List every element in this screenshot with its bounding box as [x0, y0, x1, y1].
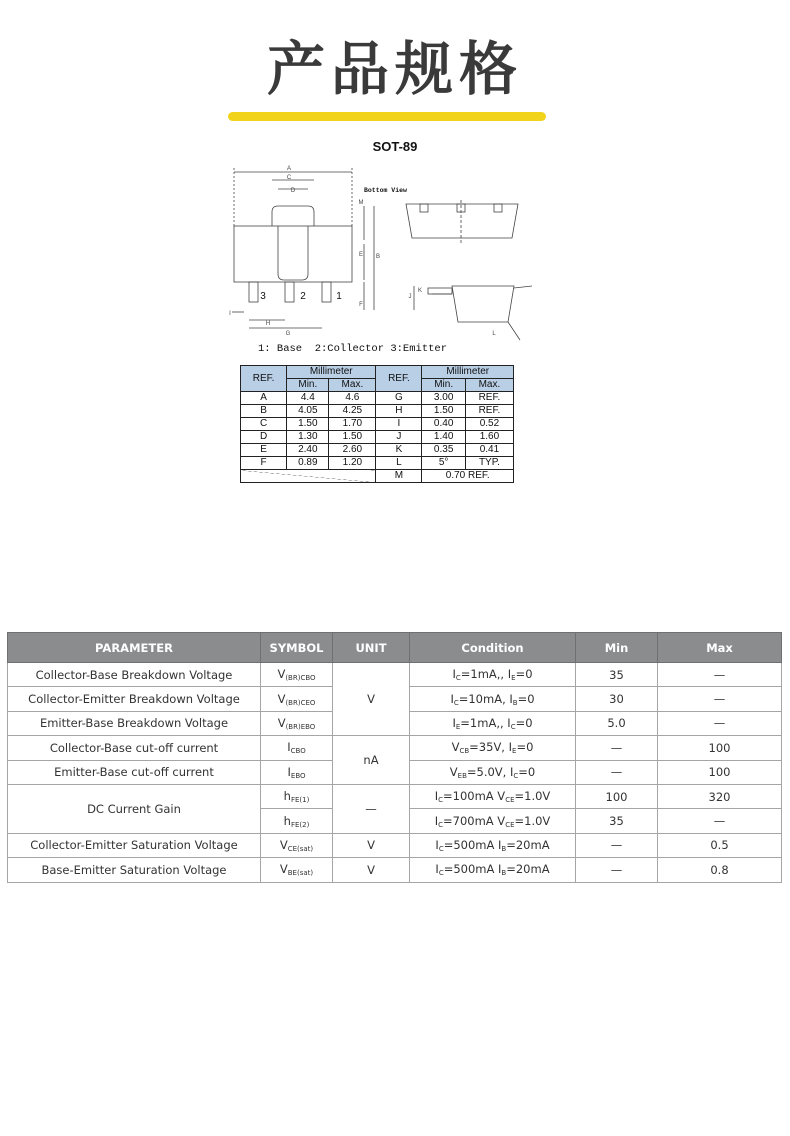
- pin-2-outline: [285, 282, 294, 302]
- header-max: Max: [658, 633, 782, 663]
- dims-cell: G: [376, 392, 422, 405]
- dims-unit-header: Millimeter: [287, 366, 376, 379]
- dims-cell: 1.30: [287, 431, 329, 444]
- page-title: 产品规格: [266, 35, 523, 103]
- pin-number-2: 2: [300, 291, 306, 302]
- dims-row: [241, 444, 514, 457]
- dims-cell: K: [376, 444, 422, 457]
- table-row: [8, 784, 782, 808]
- dims-unit-header-2: Millimeter: [422, 366, 514, 379]
- dims-cell: H: [376, 405, 422, 418]
- dims-cell: B: [241, 405, 287, 418]
- param-name: Collector-Emitter Saturation Voltage: [8, 833, 261, 857]
- param-unit: V: [333, 833, 410, 857]
- param-min: —: [576, 760, 658, 784]
- param-condition: $I_C=500mA$ $I_B=20mA$: [410, 833, 576, 857]
- dims-cell: 1.20: [329, 457, 376, 470]
- dims-cell: L: [376, 457, 422, 470]
- collector-pad-outline: [278, 226, 308, 280]
- dims-cell: M: [376, 470, 422, 483]
- dim-label-g: G: [285, 331, 291, 337]
- pin-legend: 1: Base 2:Collector 3:Emitter: [258, 343, 448, 355]
- dims-cell: F: [241, 457, 287, 470]
- param-condition: $I_C=1mA$,, $I_E=0$: [410, 663, 576, 687]
- param-condition: $I_C=700mA$ $V_{CE}=1.0V$: [410, 809, 576, 833]
- dims-row: [241, 418, 514, 431]
- param-max: —: [658, 711, 782, 735]
- dims-cell: 1.50: [422, 405, 465, 418]
- dims-cell: E: [241, 444, 287, 457]
- package-drawing: [222, 160, 542, 360]
- dim-label-h: H: [265, 321, 271, 327]
- param-condition: $I_C=10mA$, $I_B=0$: [410, 687, 576, 711]
- param-condition: $I_E=1mA$,, $I_C=0$: [410, 711, 576, 735]
- param-unit: V: [333, 858, 410, 882]
- side-view-body: [406, 204, 518, 238]
- param-symbol: $h_{FE(1)}$: [261, 784, 333, 808]
- dim-label-f: F: [359, 302, 363, 308]
- param-name: Collector-Emitter Breakdown Voltage: [8, 687, 261, 711]
- dims-cell: C: [241, 418, 287, 431]
- param-symbol: $V_{BE(sat)}$: [261, 858, 333, 882]
- param-symbol: $I_{EBO}$: [261, 760, 333, 784]
- dims-cell: 0.89: [287, 457, 329, 470]
- param-min: —: [576, 858, 658, 882]
- dim-label-a: A: [286, 166, 292, 172]
- dim-label-m: M: [358, 200, 364, 206]
- dims-cell: 0.35: [422, 444, 465, 457]
- param-max: 100: [658, 760, 782, 784]
- package-outline-svg: [222, 160, 542, 360]
- param-max: 0.8: [658, 858, 782, 882]
- table-row: [8, 858, 782, 882]
- dims-cell: 1.40: [422, 431, 465, 444]
- body-outline: [234, 226, 352, 282]
- dims-row: [241, 392, 514, 405]
- param-min: —: [576, 833, 658, 857]
- dims-max-header: Max.: [329, 379, 376, 392]
- param-max: 320: [658, 784, 782, 808]
- dimension-table: [240, 365, 514, 483]
- dims-min-header: Min.: [287, 379, 329, 392]
- dims-cell: 0.40: [422, 418, 465, 431]
- tab-outline: [272, 206, 314, 226]
- bottom-view-label: Bottom View: [364, 187, 407, 194]
- dim-label-i: I: [229, 311, 231, 317]
- dim-label-j: J: [408, 294, 412, 300]
- dims-cell: 0.70 REF.: [422, 470, 514, 483]
- param-min: 35: [576, 809, 658, 833]
- param-symbol: $V_{(BR)CBO}$: [261, 663, 333, 687]
- header-condition: Condition: [410, 633, 576, 663]
- dims-row: [241, 431, 514, 444]
- dims-cell: 1.50: [329, 431, 376, 444]
- dims-ref-header: REF.: [241, 366, 287, 392]
- table-row: [8, 736, 782, 760]
- dims-cell: 4.25: [329, 405, 376, 418]
- pin-3-outline: [249, 282, 258, 302]
- parameter-table: [7, 632, 782, 883]
- dims-cell: TYP.: [465, 457, 513, 470]
- param-symbol: $V_{CE(sat)}$: [261, 833, 333, 857]
- dims-cell: D: [241, 431, 287, 444]
- param-name: DC Current Gain: [8, 784, 261, 833]
- dims-row: [241, 457, 514, 470]
- param-max: —: [658, 687, 782, 711]
- dims-cell: 4.4: [287, 392, 329, 405]
- param-min: 100: [576, 784, 658, 808]
- param-condition: $V_{EB}=5.0V$, $I_C=0$: [410, 760, 576, 784]
- param-symbol: $I_{CBO}$: [261, 736, 333, 760]
- param-min: 5.0: [576, 711, 658, 735]
- end-view-body: [452, 286, 514, 322]
- dims-cell: REF.: [465, 405, 513, 418]
- param-unit: nA: [333, 736, 410, 785]
- dims-row: [241, 405, 514, 418]
- param-name: Base-Emitter Saturation Voltage: [8, 858, 261, 882]
- dim-label-e: E: [358, 252, 364, 258]
- pin-1-outline: [322, 282, 331, 302]
- dims-cell: 0.41: [465, 444, 513, 457]
- param-min: —: [576, 736, 658, 760]
- param-min: 30: [576, 687, 658, 711]
- dims-cell: 5°: [422, 457, 465, 470]
- param-name: Emitter-Base cut-off current: [8, 760, 261, 784]
- dims-cell: 1.50: [287, 418, 329, 431]
- package-name: SOT-89: [372, 139, 418, 154]
- param-max: —: [658, 809, 782, 833]
- param-unit: —: [333, 784, 410, 833]
- dims-cell: 2.40: [287, 444, 329, 457]
- dims-cell: I: [376, 418, 422, 431]
- dim-label-l: L: [492, 331, 496, 337]
- param-name: Emitter-Base Breakdown Voltage: [8, 711, 261, 735]
- table-row: [8, 833, 782, 857]
- param-name: Collector-Base Breakdown Voltage: [8, 663, 261, 687]
- dims-cell: 0.52: [465, 418, 513, 431]
- param-max: 0.5: [658, 833, 782, 857]
- pin-number-3: 3: [260, 291, 266, 302]
- param-condition: $I_C=100mA$ $V_{CE}=1.0V$: [410, 784, 576, 808]
- param-symbol: $h_{FE(2)}$: [261, 809, 333, 833]
- dims-cell: 4.6: [329, 392, 376, 405]
- dims-empty-cell: [241, 470, 376, 483]
- dims-min-header-2: Min.: [422, 379, 465, 392]
- dims-cell: A: [241, 392, 287, 405]
- param-name: Collector-Base cut-off current: [8, 736, 261, 760]
- dims-max-header-2: Max.: [465, 379, 513, 392]
- dims-cell: J: [376, 431, 422, 444]
- param-symbol: $V_{(BR)CEO}$: [261, 687, 333, 711]
- table-row: [8, 663, 782, 687]
- dims-ref-header-2: REF.: [376, 366, 422, 392]
- param-max: —: [658, 663, 782, 687]
- param-condition: $V_{CB}=35V$, $I_E=0$: [410, 736, 576, 760]
- dims-cell: 3.00: [422, 392, 465, 405]
- dims-cell: REF.: [465, 392, 513, 405]
- param-max: 100: [658, 736, 782, 760]
- header-unit: UNIT: [333, 633, 410, 663]
- param-min: 35: [576, 663, 658, 687]
- dims-cell: 2.60: [329, 444, 376, 457]
- param-symbol: $V_{(BR)EBO}$: [261, 711, 333, 735]
- dims-row: [241, 470, 514, 483]
- header-parameter: PARAMETER: [8, 633, 261, 663]
- dims-cell: 4.05: [287, 405, 329, 418]
- dims-cell: 1.60: [465, 431, 513, 444]
- param-unit: V: [333, 663, 410, 736]
- dims-cell: 1.70: [329, 418, 376, 431]
- header-symbol: SYMBOL: [261, 633, 333, 663]
- param-condition: $I_C=500mA$ $I_B=20mA$: [410, 858, 576, 882]
- params-header-row: [8, 633, 782, 663]
- dim-label-d: D: [290, 188, 296, 194]
- pin-number-1: 1: [336, 291, 342, 302]
- dim-label-k: K: [417, 288, 423, 294]
- header-min: Min: [576, 633, 658, 663]
- dim-label-b: B: [375, 254, 381, 260]
- title-underline: [228, 112, 546, 121]
- dim-label-c: C: [286, 175, 292, 181]
